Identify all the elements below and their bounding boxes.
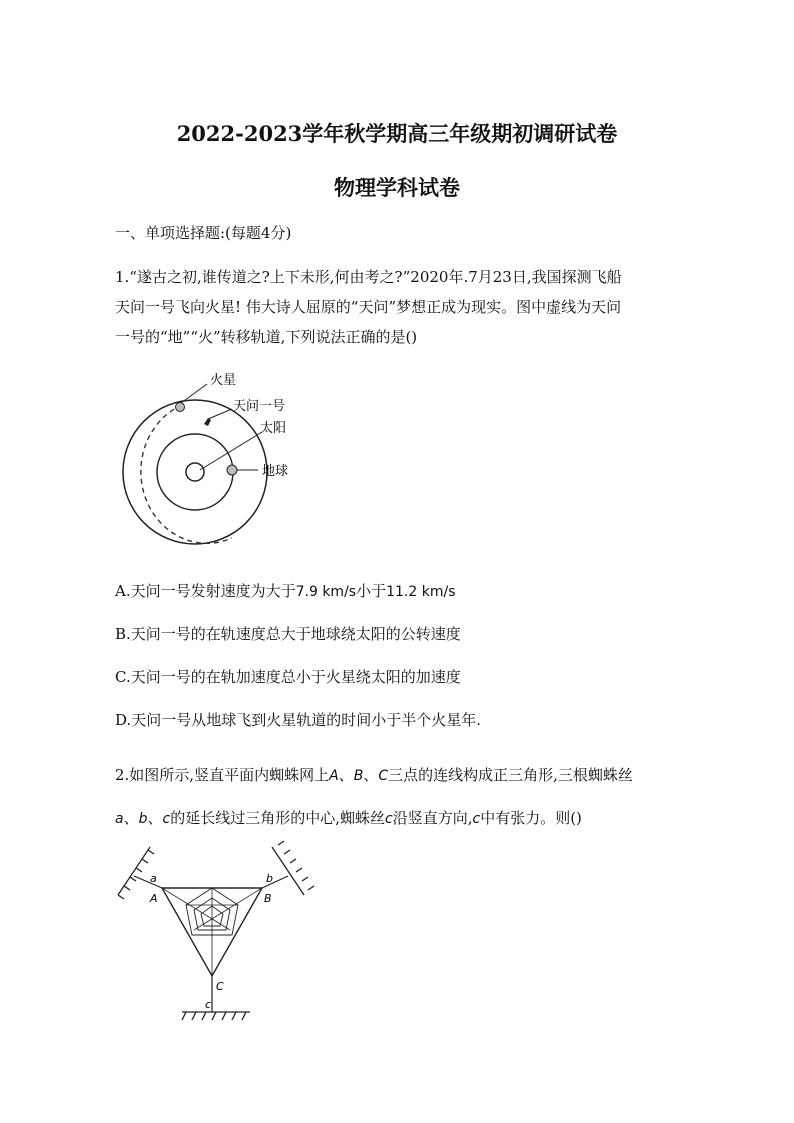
subject-title: 物理学科试卷	[334, 175, 460, 200]
q2-line-2: a、b、c的延长线过三角形的中心,蜘蛛丝c沿竖直方向,c中有张力。则()	[115, 809, 582, 827]
label-c: c	[205, 998, 212, 1011]
q1-option-b: B.天问一号的在轨速度总大于地球绕太阳的公转速度	[115, 625, 461, 643]
exam-title: 2022-2023学年秋学期高三年级期初调研试卷	[176, 121, 618, 146]
mars-dot	[176, 403, 185, 412]
speed-7-9: 7.9 km/s	[295, 584, 357, 600]
orbit-figure	[112, 362, 322, 562]
section-heading: 一、单项选择题:(每题4分)	[115, 224, 292, 242]
q2-line-1: 2.如图所示,竖直平面内蜘蛛网上A、B、C三点的连线构成正三角形,三根蜘蛛丝	[115, 766, 633, 784]
label-a: a	[150, 872, 157, 885]
q1-line-3: 一号的“地”“火”转移轨道,下列说法正确的是()	[115, 328, 418, 346]
q1-line-1: 1.“遂古之初,谁传道之?上下未形,何由考之?”2020年.7月23日,我国探测飞船	[115, 268, 622, 286]
q1-option-a: A.天问一号发射速度为大于7.9 km/s小于11.2 km/s	[115, 582, 456, 600]
right-wall	[272, 841, 314, 895]
sun-disc	[186, 463, 204, 481]
earth-dot	[227, 465, 237, 475]
mars-label: 火星	[210, 373, 237, 388]
floor	[182, 1012, 250, 1020]
sun-label: 太阳	[260, 421, 287, 436]
probe-label: 天问一号	[233, 399, 286, 414]
label-A: A	[150, 892, 158, 905]
speed-11-2: 11.2 km/s	[386, 584, 456, 600]
earth-label: 地球	[262, 464, 289, 479]
q1-option-d: D.天问一号从地球飞到火星轨道的时间小于半个火星年.	[115, 711, 482, 729]
q1-line-2: 天问一号飞向火星! 伟大诗人屈原的“天问”梦想正成为现实。图中虚线为天问	[115, 298, 622, 316]
thread-a	[134, 876, 162, 888]
q1-option-c: C.天问一号的在轨加速度总小于火星绕太阳的加速度	[115, 668, 461, 686]
spider-web-figure	[110, 840, 320, 1030]
left-wall	[118, 847, 154, 899]
label-b: b	[266, 872, 273, 885]
label-C: C	[216, 980, 224, 993]
label-B: B	[264, 892, 272, 905]
